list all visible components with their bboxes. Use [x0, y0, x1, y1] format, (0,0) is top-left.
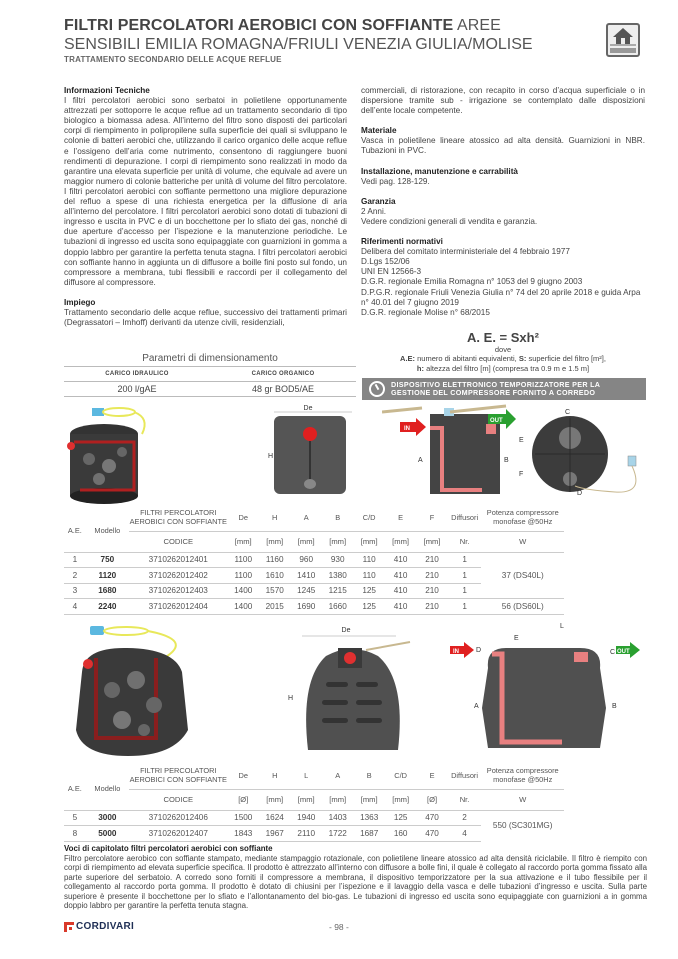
- riferimenti-line: D.G.R. regionale Molise n° 68/2015: [361, 307, 490, 317]
- table-row: 2 1120 3710262012402 1100 1610 1410 1380 110 410 210 1: [64, 568, 564, 584]
- riferimenti-line: D.G.R. regionale Emilia Romagna n° 1053 del 9 giugno 2003: [361, 277, 583, 287]
- power-cell: 37 (DS40L): [481, 552, 564, 599]
- specification-section: [64, 844, 647, 911]
- formula-equation: A. E. = Sxh²: [467, 330, 539, 345]
- dim-label-e: E: [514, 635, 519, 642]
- house-installation-icon: [606, 23, 640, 57]
- page-header: [64, 16, 584, 65]
- garanzia-line: 2 Anni.: [361, 206, 387, 216]
- riferimenti-line: D.Lgs 152/06: [361, 257, 410, 267]
- timer-banner: DISPOSITIVO ELETTRONICO TEMPORIZZATORE PER LA GESTIONE DEL COMPRESSORE FORNITO A CORREDO: [362, 378, 646, 400]
- riferimenti-line: D.P.G.R. regionale Friuli Venezia Giulia n° 74 del 20 aprile 2018 e guida Arpa n° 40.01 del 7 giugno 2019: [361, 287, 641, 307]
- table-vertical-models: A.E. Modello FILTRI PERCOLATORI AEROBICI CON SOFFIANTE De H A B C/D E F Diffusori Potenza compressore monofase @50Hz CODICE [mm] [mm] [mm] [mm] [mm] [mm] [mm] Nr. W 1 750 3710262012401 1100 1160 960 930 110 410 210 1 37 (DS40L) 2 1120 3710262012402 1100 1610 1410 1380 110 410 210 1 3 1680 3710262012403 1400 1570 1245 1215 125 410 210 1 4 2240 3710262012404 1400 2015 1690 1660 125 410 210 1 56 (DS60L): [64, 505, 564, 615]
- formula-legend: A.E: numero di abitanti equivalenti, S: superficie del filtro [m²], h: altezza del filtro [m] (compresa tra 0.9 m e 1.5 m]: [400, 354, 606, 373]
- page-title-line2: SENSIBILI EMILIA ROMAGNA/FRIULI VENEZIA GIULIA/MOLISE: [64, 36, 533, 53]
- dim-label-c: C: [565, 409, 571, 416]
- ae-formula: [361, 330, 645, 373]
- dim-label-de: De: [341, 627, 351, 634]
- info-heading: Informazioni Tecniche: [64, 86, 150, 95]
- vertical-tank-cutaway-image: [64, 404, 164, 504]
- table-row: 1 750 3710262012401 1100 1160 960 930 110 410 210 1 37 (DS40L): [64, 552, 564, 568]
- in-label: IN: [453, 649, 459, 655]
- table-row: 8 5000 3710262012407 1843 1967 2110 1722 1687 160 470 4: [64, 826, 564, 842]
- riferimenti-line: Delibera del comitato interministeriale del 4 febbraio 1977: [361, 247, 570, 257]
- out-label: OUT: [617, 649, 630, 655]
- params-header: CARICO ORGANICO: [251, 371, 315, 377]
- installazione-heading: Installazione, manutenzione e carrabilità: [361, 166, 518, 176]
- dim-label-f: F: [519, 471, 524, 478]
- dim-label-a: A: [418, 457, 423, 464]
- horizontal-tank-section-diagram: [450, 618, 650, 760]
- vertical-tank-front-diagram: [264, 404, 354, 496]
- svg-text:OUT: OUT: [490, 418, 503, 424]
- garanzia-heading: Garanzia: [361, 196, 396, 206]
- power-cell: 56 (DS60L): [481, 599, 564, 615]
- dim-label-d: D: [577, 490, 583, 496]
- dim-label-d: D: [476, 647, 482, 654]
- horizontal-tank-cutaway-image: [64, 620, 194, 760]
- garanzia-line: Vedere condizioni generali di vendita e garanzia.: [361, 216, 538, 226]
- sizing-parameters: [64, 352, 356, 397]
- installazione-body: Vedi pag. 128-129.: [361, 176, 430, 186]
- left-column: [64, 86, 347, 338]
- params-value: 200 l/gAE: [117, 384, 157, 394]
- dim-label-b: B: [504, 457, 509, 464]
- timer-icon: [369, 381, 385, 397]
- page-title: FILTRI PERCOLATORI AEROBICI CON SOFFIANTE AREE: [64, 17, 501, 34]
- cordivari-logo: CORDIVARI: [64, 921, 134, 932]
- spec-body: Filtro percolatore aerobico con soffiante stampato, mediante stampaggio rotazionale, con polietilene lineare atossico ad alta densità riciclabile. Il filtro è riempito con corpi di riempimento ad elevata superficie specifica. Il prodotto è attrezzato all’interno con diffusore a bolle fini, il quale è collegato al raccordo porta gomma fissato alla parte superiore del serbatoio. A corredo sono forniti il compressore a membrana, il dispositivo temporizzatore per la sua attivazione e il tubo flessibile per il collegamento al raccordo porta gomma. Il prodotto è dotato di chiusini per l’ispezione e il lavaggio della vasca e delle tubazioni d’ingresso e uscita. Sulla parte superiore è presente il bocchettone per lo sfiato e l’allontanamento del bio-gas. Le tubazioni di ingresso ed uscita sono equipaggiate con guarnizioni a in gomma doppio labbro per garantire la perfetta tenuta stagna.: [64, 853, 647, 910]
- power-cell: 550 (SC301MG): [481, 810, 564, 841]
- dim-label-c: C: [610, 649, 616, 656]
- dim-label-l: L: [560, 623, 564, 630]
- vertical-tank-top-view-diagram: [515, 404, 650, 496]
- table-row: 3 1680 3710262012403 1400 1570 1245 1215 125 410 210 1: [64, 583, 564, 599]
- impiego-body-continued: commerciali, di ristorazione, con recapito in corso d’acqua superficiale o in dispersione tramite sub - irrigazione se contemplato dalle disposizioni dell’ente locale competente.: [361, 86, 645, 116]
- formula-dove: dove: [494, 345, 512, 354]
- table-row: 4 2240 3710262012404 1400 2015 1690 1660 125 410 210 1 56 (DS60L): [64, 599, 564, 615]
- dim-label-h: H: [288, 695, 294, 702]
- spec-heading: Voci di capitolato filtri percolatori aerobici con soffiante: [64, 844, 273, 853]
- materiale-heading: Materiale: [361, 126, 397, 136]
- dim-label-e: E: [519, 437, 524, 444]
- riferimenti-line: UNI EN 12566-3: [361, 267, 422, 277]
- dim-label-de: De: [303, 405, 313, 412]
- params-title: Parametri di dimensionamento: [142, 353, 278, 364]
- page-number: - 98 -: [329, 922, 349, 932]
- riferimenti-heading: Riferimenti normativi: [361, 237, 443, 247]
- page-subtitle: TRATTAMENTO SECONDARIO DELLE ACQUE REFLUE: [64, 55, 282, 64]
- dim-label-b: B: [612, 703, 617, 710]
- horizontal-tank-front-diagram: [286, 620, 426, 760]
- dim-label-h: H: [268, 453, 274, 460]
- params-value: 48 gr BOD5/AE: [251, 384, 315, 394]
- cordivari-logo-icon: [64, 922, 74, 932]
- materiale-body: Vasca in polietilene lineare atossico ad alta densità. Guarnizioni in NBR. Tubazioni in PVC.: [361, 136, 645, 156]
- impiego-body: Trattamento secondario delle acque reflue, successivo dei trattamenti primari (Degrassatori – Imhoff) derivanti da utenze civili, residenziali,: [64, 307, 347, 328]
- info-body: I filtri percolatori aerobici sono serbatoi in polietilene opportunamente attrezzati per sottoporre le acque reflue ad un trattamento secondario di tipo biologico a biomassa adesa. All’interno del filtro sono disposti dei particolari corpi di riempimento in polipropilene sulla superficie dei quali si sviluppano le colonie di batteri aerobici che, utilizzando il carico organico delle acque reflue e l’ossigeno dell’aria come nutrimento, consentono di raggiungere buoni rendimenti di depurazione. I corpi di riempimento sono realizzati in modo da garantire una elevata superficie per unità di volume, che equivale ad avere un maggior numero di colonie batteriche per unità di volume del filtro percolatore. I filtri percolatori aerobici con soffiante permettono una migliore depurazione del refluo a spese di una richiesta energetica per la diffusione di aria all’interno del percolatore. I filtri percolatori aerobici sono dotati di tubazioni di ingresso e uscita in PVC e di un bocchettone per lo sfiato dei gas, nonché di due aperture d’accesso per l’ispezione e la manutenzione periodiche. Le tubazioni di ingresso ed uscita sono equipaggiate con guarnizioni in gomma a doppio labbro per garantire la perfetta tenuta stagna. I filtri percolatori aerobici con soffiante hanno in aggiunta un di diffusore a boille fini posto sul fondo, un compressore a membrana, tubi flessibili e raccordi per il collegamento del diffusore al compressore.: [64, 96, 347, 287]
- in-label: IN: [404, 426, 410, 432]
- page-footer: [64, 920, 648, 936]
- right-column: [361, 86, 645, 318]
- dim-label-a: A: [474, 703, 479, 710]
- params-header: CARICO IDRAULICO: [105, 371, 169, 377]
- table-horizontal-models: A.E. Modello FILTRI PERCOLATORI AEROBICI CON SOFFIANTE De H L A B C/D E Diffusori Potenza compressore monofase @50Hz CODICE [Ø] [mm] [mm] [mm] [mm] [mm] [Ø] Nr. W 5 3000 3710262012406 1500 1624 1940 1403 1363 125 470 2 550 (SC301MG) 8 5000 3710262012407 1843 1967 2110 1722 1687 160 470 4: [64, 763, 564, 842]
- impiego-heading: Impiego: [64, 297, 96, 307]
- table-row: 5 3000 3710262012406 1500 1624 1940 1403 1363 125 470 2 550 (SC301MG): [64, 810, 564, 826]
